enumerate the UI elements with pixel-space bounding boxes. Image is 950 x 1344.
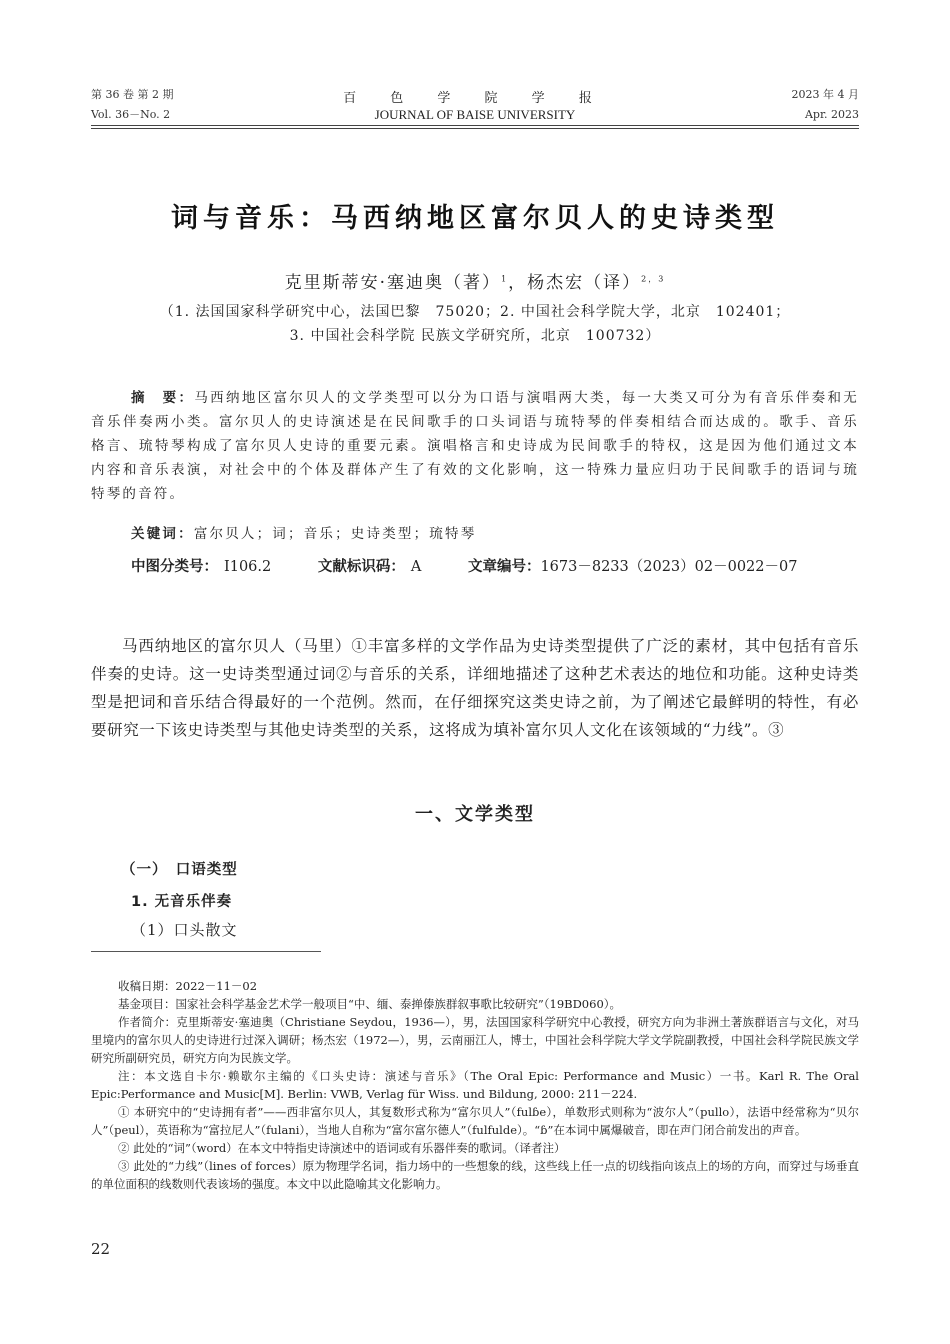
footnote-rule — [91, 951, 321, 952]
header-rule-bottom — [91, 128, 859, 129]
volume-issue-cn: 第 36 卷 第 2 期 — [91, 88, 174, 101]
affiliation-line-2: 3. 中国社会科学院 民族文学研究所，北京 100732） — [289, 328, 661, 344]
abstract-label: 摘 要： — [131, 390, 195, 406]
keywords-text: 富尔贝人；词；音乐；史诗类型；琉特琴 — [193, 526, 477, 542]
fund-note: 基金项目：国家社会科学基金艺术学一般项目“中、缅、泰掸傣族群叙事歌比较研究”（19BD060）。 — [118, 997, 622, 1011]
issue-date-cn: 2023 年 4 月 — [791, 88, 859, 101]
article-title: 词与音乐：马西纳地区富尔贝人的史诗类型 — [171, 203, 779, 234]
journal-title-en: JOURNAL OF BAISE UNIVERSITY — [374, 107, 576, 122]
header-rule-top — [91, 125, 859, 126]
subsection-heading-3: （1）口头散文 — [131, 921, 238, 939]
author-separator: ， — [508, 273, 528, 293]
footnote-1: ① 本研究中的“史诗拥有者”——西非富尔贝人，其复数形式称为“富尔贝人”（fulɓe），单数形式则称为“波尔人”（pullo），法语中经常称为“贝尔人”（peul），英语称为“富拉尼人”（fulani），当地人自称为“富尔富尔德人”（fulfulde）。“ɓ”在本词中属爆破音，即在声门闭合前发出的声音。 — [91, 1105, 859, 1137]
author-2-affil: 2，3 — [641, 274, 666, 284]
clc-label: 中图分类号： — [131, 559, 218, 575]
source-note: 注：本文选自卡尔·赖歇尔主编的《口头史诗：演述与音乐》（The Oral Epic: Performance and Music）一书。Karl R. The Oral Epic:Performance and Music[M]. Berlin: VWB, Verlag für Wiss. und Bildung, 2000: 211－224. — [91, 1069, 859, 1101]
doc-code-value: A — [410, 559, 422, 575]
affiliation-line-1: （1. 法国国家科学研究中心，法国巴黎 75020；2. 中国社会科学院大学，北京 102401； — [159, 304, 791, 320]
author-2: 杨杰宏（译） — [527, 273, 642, 293]
author-1-affil: 1 — [501, 274, 509, 284]
section-heading-1: 一、文学类型 — [415, 804, 535, 825]
journal-title-cn: 百 色 学 院 学 报 — [343, 91, 607, 106]
abstract — [91, 386, 859, 506]
footnote-3: ③ 此处的“力线”（lines of forces）原为物理学名词，指力场中的一些想象的线，这些线上任一点的切线指向该点上的场的方向，而穿过与场垂直的单位面积的线数则代表该场的强度。本文中以此隐喻其文化影响力。 — [91, 1159, 859, 1191]
intro-paragraph: 马西纳地区的富尔贝人（马里）①丰富多样的文学作品为史诗类型提供了广泛的素材，其中包括有音乐伴奏的史诗。这一史诗类型通过词②与音乐的关系，详细地描述了这种艺术表达的地位和功能。这种史诗类型是把词和音乐结合得最好的一个范例。然而，在仔细探究这类史诗之前，为了阐述它最鲜明的特性，有必要研究一下该史诗类型与其他史诗类型的关系，这将成为填补富尔贝人文化在该领域的“力线”。③ — [91, 637, 859, 739]
footnotes — [91, 977, 859, 1193]
clc-value: I106.2 — [224, 559, 272, 575]
subsection-heading-2: 1. 无音乐伴奏 — [131, 894, 233, 910]
keywords — [131, 522, 476, 546]
abstract-text: 马西纳地区富尔贝人的文学类型可以分为口语与演唱两大类，每一大类又可分为有音乐伴奏和无音乐伴奏两小类。富尔贝人的史诗演述是在民间歌手的口头词语与琉特琴的伴奏相结合而达成的。歌手、音乐格言、琉特琴构成了富尔贝人史诗的重要元素。演唱格言和史诗成为民间歌手的特权，这是因为他们通过文本内容和音乐表演，对社会中的个体及群体产生了有效的文化影响，这一特殊力量应归功于民间歌手的语词与琉特琴的音符。 — [91, 390, 859, 502]
received-date: 收稿日期：2022－11－02 — [118, 979, 258, 993]
author-bio: 作者简介：克里斯蒂安·塞迪奥（Christiane Seydou，1936—），男，法国国家科学研究中心教授，研究方向为非洲土著族群语言与文化，对马里境内的富尔贝人的史诗进行过深入调研；杨杰宏（1972—），男，云南丽江人，博士，中国社会科学院大学文学院副教授，中国社会科学院民族文学研究所副研究员，研究方向为民族文学。 — [91, 1015, 859, 1065]
keywords-label: 关键词： — [131, 526, 194, 542]
author-1: 克里斯蒂安·塞迪奥（著） — [284, 273, 502, 293]
doc-code-label: 文献标识码： — [317, 559, 405, 575]
issue-date-en: Apr. 2023 — [804, 108, 859, 121]
author-line — [91, 268, 859, 293]
affiliations — [91, 300, 859, 348]
page-number: 22 — [91, 1240, 111, 1258]
article-number-label: 文章编号： — [467, 559, 541, 575]
volume-issue-en: Vol. 36－No. 2 — [91, 108, 171, 121]
footnote-2: ② 此处的“词”（word）在本文中特指史诗演述中的语词或有乐器伴奏的歌词。（译者注） — [118, 1141, 566, 1155]
subsection-heading-1: （一） 口语类型 — [121, 862, 238, 878]
article-number-value: 1673－8233（2023）02－0022－07 — [540, 559, 798, 575]
classification-line — [131, 555, 859, 576]
